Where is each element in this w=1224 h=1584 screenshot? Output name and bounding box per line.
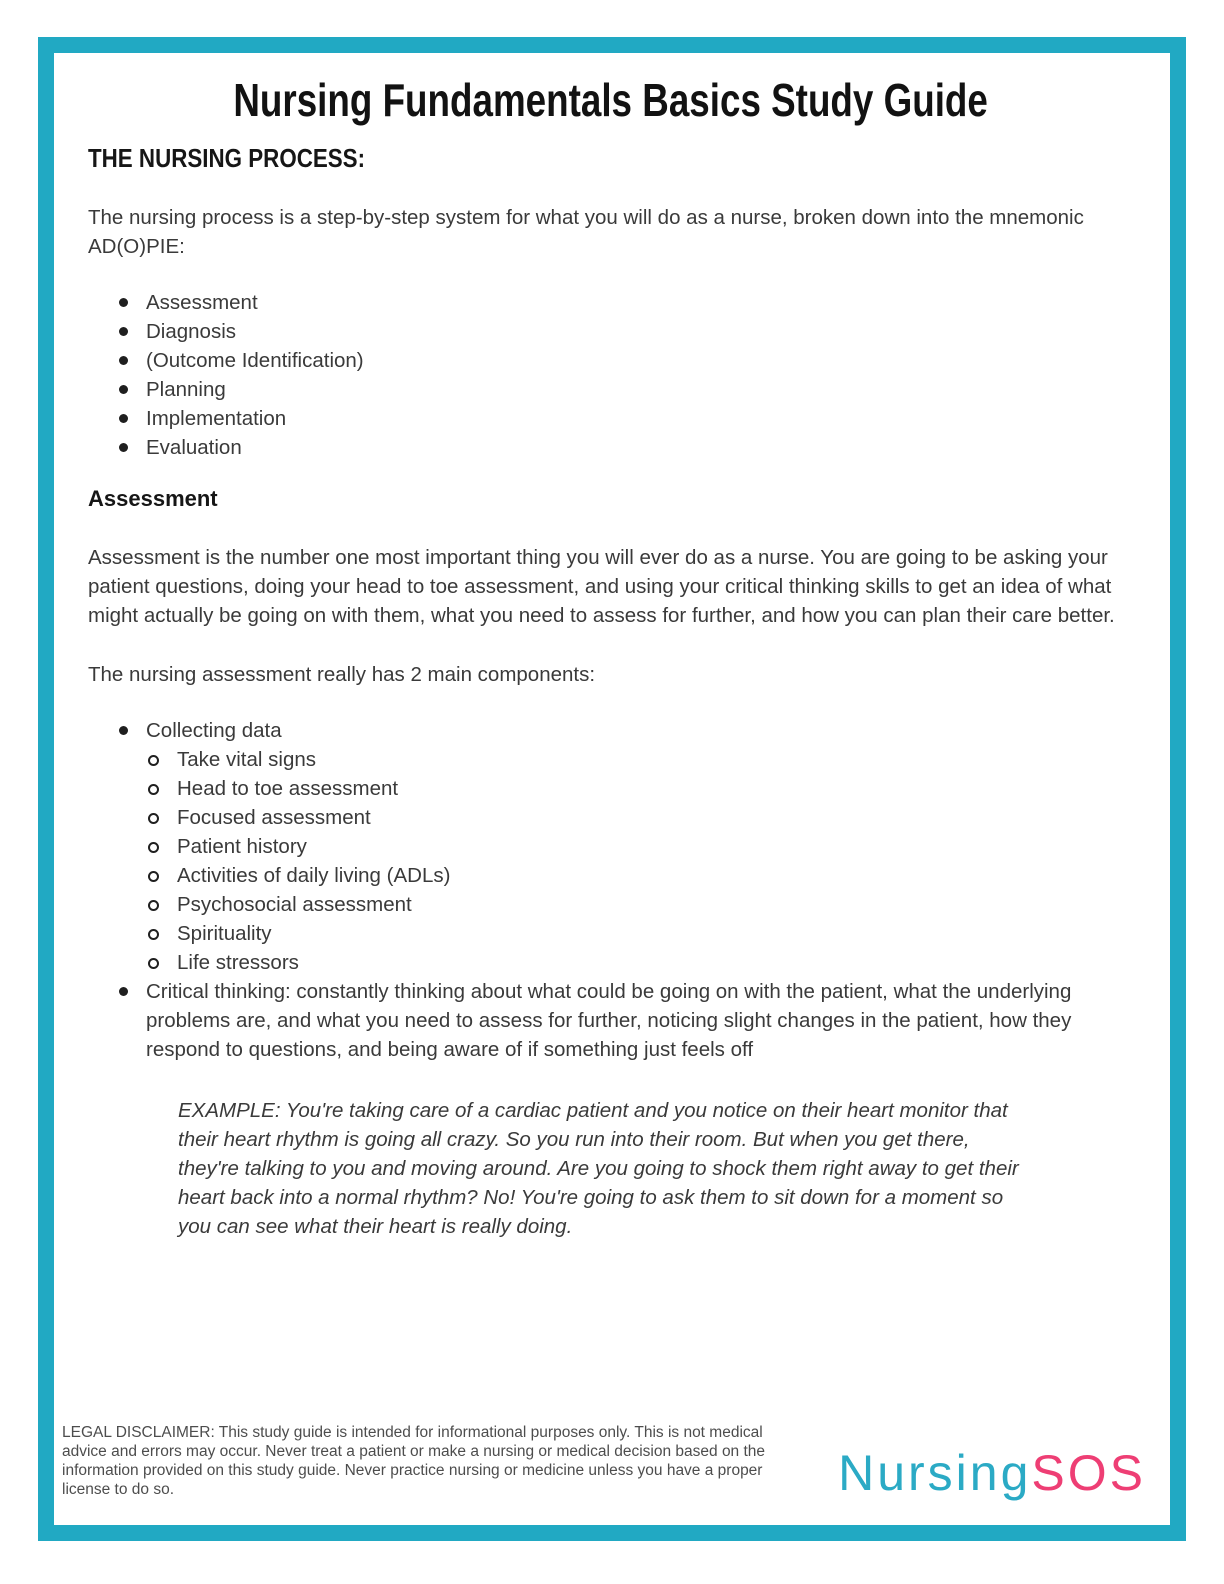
collecting-data-item <box>118 716 1134 977</box>
components-list <box>88 716 1134 1064</box>
adopie-list-item: Planning <box>118 375 1134 404</box>
adopie-list-item: Implementation <box>118 404 1134 433</box>
adopie-list <box>88 288 1134 462</box>
collecting-data-subitem: Spirituality <box>146 919 1134 948</box>
nursing-sos-logo <box>838 1447 1146 1499</box>
critical-thinking-text: Critical thinking: constantly thinking about what could be going on with the patient, what the underlying problems are, and what you need to assess for further, noticing slight changes in the patient, how they respond to questions, and being aware of if something just feels off <box>146 980 1072 1061</box>
page-title: Nursing Fundamentals Basics Study Guide <box>233 74 989 126</box>
adopie-list-item: Assessment <box>118 288 1134 317</box>
logo-text-nursing: Nursing <box>838 1445 1032 1501</box>
collecting-data-subitem: Head to toe assessment <box>146 774 1134 803</box>
section-heading-nursing-process: THE NURSING PROCESS: <box>88 143 366 173</box>
title-wrapper <box>88 75 1134 125</box>
adopie-list-item: Evaluation <box>118 433 1134 462</box>
assessment-paragraph: Assessment is the number one most important thing you will ever do as a nurse. You are going to be asking your patient questions, doing your head to toe assessment, and using your critical thinking skills to get an idea of what might actually be going on with them, what you need to assess for further, and how you can plan their care better. <box>88 546 1115 627</box>
document-content <box>54 53 1170 1241</box>
intro-paragraph: The nursing process is a step-by-step system for what you will do as a nurse, broken down into the mnemonic AD(O)PIE: <box>88 206 1084 258</box>
page-footer <box>54 1423 1170 1499</box>
collecting-data-subitem: Focused assessment <box>146 803 1134 832</box>
collecting-data-sublist <box>146 745 1134 977</box>
collecting-data-label: Collecting data <box>146 719 282 742</box>
components-intro: The nursing assessment really has 2 main components: <box>88 663 596 686</box>
collecting-data-subitem: Activities of daily living (ADLs) <box>146 861 1134 890</box>
collecting-data-subitem: Psychosocial assessment <box>146 890 1134 919</box>
collecting-data-subitem: Take vital signs <box>146 745 1134 774</box>
teal-page-border <box>38 37 1186 1541</box>
adopie-list-item: (Outcome Identification) <box>118 346 1134 375</box>
critical-thinking-item <box>118 977 1134 1064</box>
example-paragraph: EXAMPLE: You're taking care of a cardiac patient and you notice on their heart monitor that their heart rhythm is going all crazy. So you run into their room. But when you get there, they're talking to you and moving around. Are you going to shock them right away to get their heart back into a normal rhythm? No! You're going to ask them to sit down for a moment so you can see what their heart is really doing. <box>178 1099 1019 1238</box>
logo-text-sos: SOS <box>1031 1445 1146 1501</box>
subsection-heading-assessment: Assessment <box>88 486 218 511</box>
legal-disclaimer: LEGAL DISCLAIMER: This study guide is intended for informational purposes only. This is not medical advice and errors may occur. Never treat a patient or make a nursing or medical decision based on the information provided on this study guide. Never practice nursing or medicine unless you have a proper license to do so. <box>62 1424 766 1498</box>
collecting-data-subitem: Life stressors <box>146 948 1134 977</box>
adopie-list-item: Diagnosis <box>118 317 1134 346</box>
collecting-data-subitem: Patient history <box>146 832 1134 861</box>
